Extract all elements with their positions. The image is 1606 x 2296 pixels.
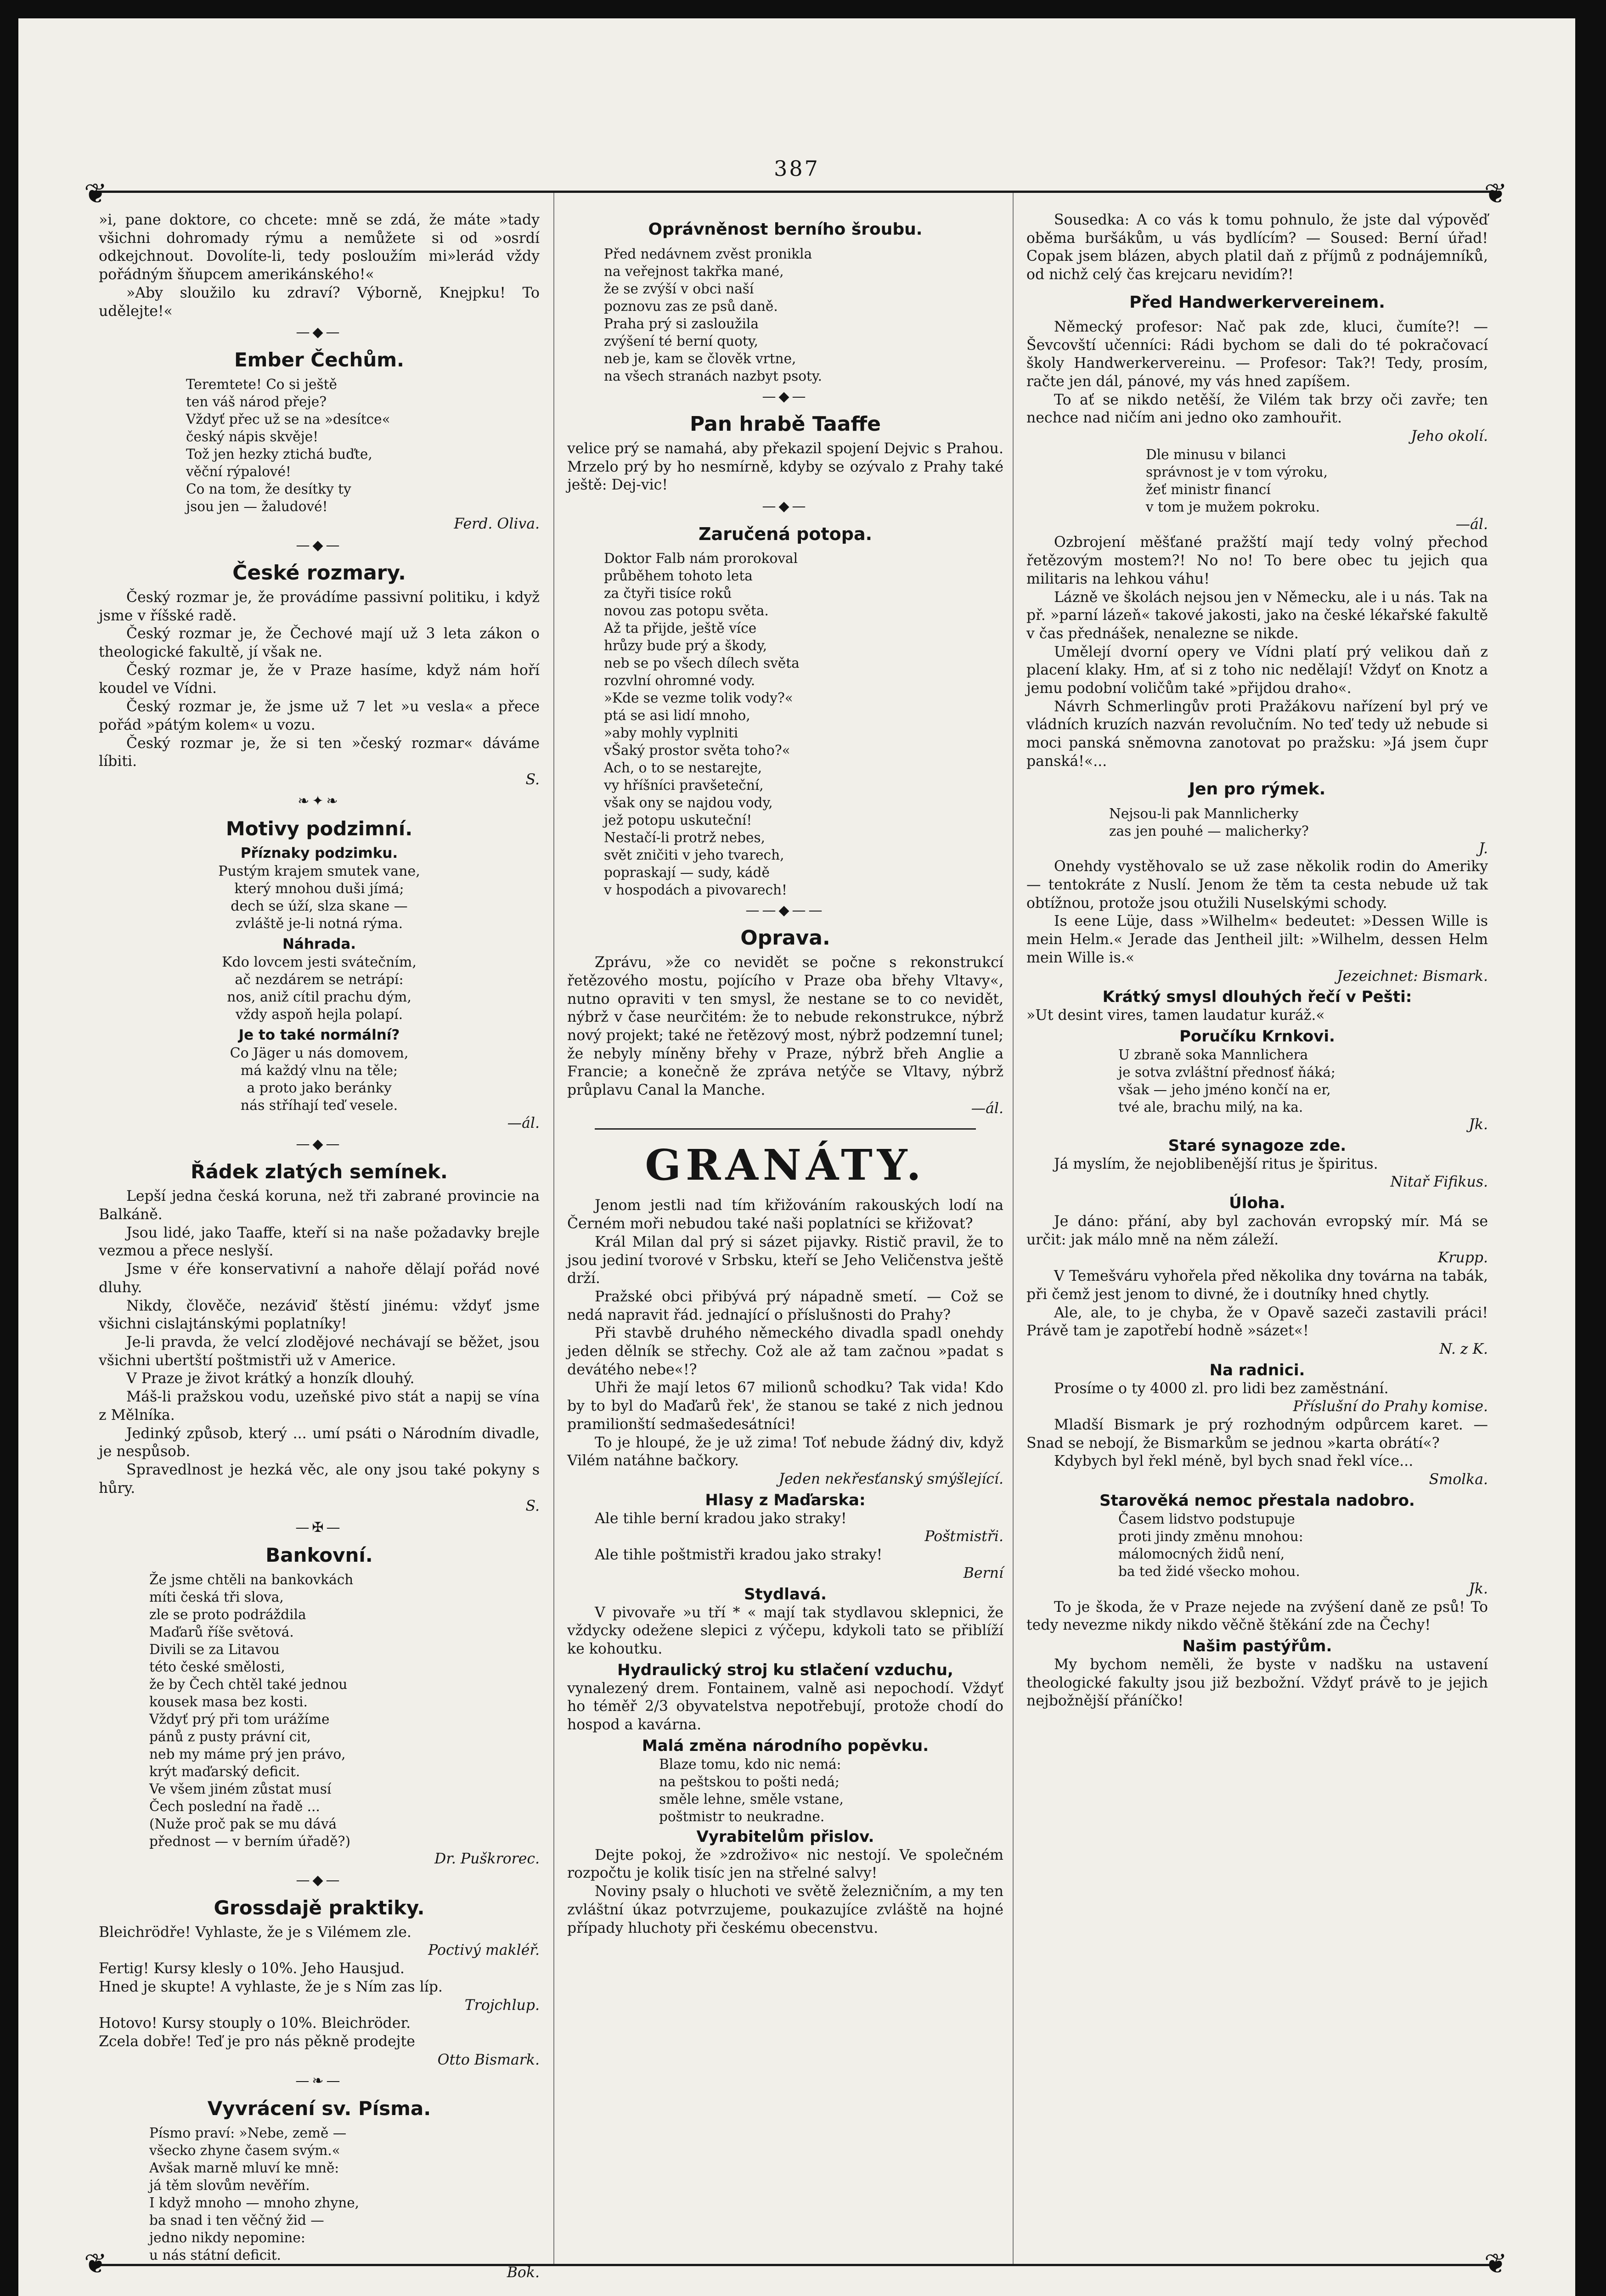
poem-line: Pustým krajem smutek vane, bbox=[218, 863, 420, 879]
poem-line: Vždyť prý při tom urážíme bbox=[149, 1711, 330, 1728]
signature: Příslušní do Prahy komise. bbox=[1293, 1398, 1488, 1415]
poem-line: přednost — v berním úřadě?) bbox=[149, 1834, 350, 1850]
paragraph: Ale, ale, to je chyba, že v Opavě sazeči zastavili práci! Právě tam je zapotřebí hodně »sázet«! bbox=[1026, 1304, 1488, 1339]
poem-line: Co na tom, že desítky ty bbox=[186, 481, 351, 497]
poem-line: málomocných židů není, bbox=[1118, 1546, 1285, 1562]
poem-line: kousek masa bez kosti. bbox=[149, 1694, 308, 1710]
poem-line: Blaze tomu, kdo nic nemá: bbox=[659, 1756, 841, 1772]
paragraph: Onehdy vystěhovalo se už zase několik rodin do Ameriky — tentokráte z Nuslí. Jenom že těm ta cesta nebude už tak obtížnou, protože jsou otužili Nuselskými schody. bbox=[1026, 858, 1488, 912]
column-3 bbox=[1026, 211, 1488, 2245]
signature: —ál. bbox=[507, 1114, 540, 1131]
ornament-divider-icon: —◆— bbox=[296, 1872, 343, 1888]
corner-ornament-icon: ❦ bbox=[1484, 178, 1507, 210]
poem-line: Praha prý si zasloužila bbox=[604, 316, 759, 332]
article-title: Řádek zlatých semínek. bbox=[191, 1160, 448, 1183]
divider-rule bbox=[595, 1127, 976, 1131]
poem-line: však — jeho jméno končí na er, bbox=[1118, 1081, 1331, 1097]
column-2 bbox=[567, 211, 1003, 2245]
paragraph: Ale tihle poštmistři kradou jako straky! bbox=[595, 1547, 883, 1564]
signature: J. bbox=[1478, 840, 1488, 857]
signature: Berní bbox=[963, 1564, 1003, 1581]
poem-line: zle se proto podráždila bbox=[149, 1607, 306, 1623]
intro-paragraph: »i, pane doktore, co chcete: mně se zdá, že máte »tady všichni dohromady rýmu a nemůžete si od »osrdí odkejchnout. Dovolíte-li, tedy posloužím mi»lerád vždy pořádným šňupcem amerikánského!« bbox=[99, 212, 540, 283]
paragraph: Při stavbě druhého německého divadla spadl onehdy jeden dělník se střechy. Což ale až tam začnou »padat s devátého nebe«!? bbox=[567, 1325, 1003, 1378]
article-title: Grossdajě praktiky. bbox=[214, 1896, 425, 1919]
paragraph: Český rozmar je, že provádíme passivní politiku, i když jsme v říšské radě. bbox=[99, 589, 540, 624]
ornament-divider-icon: ——◆—— bbox=[745, 902, 825, 919]
subtitle: Příznaky podzimku. bbox=[240, 844, 398, 861]
poem-line: český nápis skvěje! bbox=[186, 429, 319, 445]
signature: Jezeichnet: Bismark. bbox=[1337, 968, 1488, 985]
signature: —ál. bbox=[971, 1100, 1003, 1117]
subtitle: Úloha. bbox=[1229, 1194, 1285, 1213]
paragraph: Zcela dobře! Teď je pro nás pěkně prodejte bbox=[99, 2033, 415, 2050]
poem bbox=[567, 245, 1003, 385]
paragraph: »Ut desint vires, tamen laudatur kuráž.« bbox=[1026, 1007, 1325, 1024]
poem bbox=[99, 376, 540, 515]
signature: S. bbox=[525, 1498, 540, 1515]
subtitle: Poručíku Krnkovi. bbox=[1179, 1027, 1335, 1046]
paragraph: Je dáno: přání, aby byl zachován evropský mír. Má se určit: jak málo mně na něm záleží. bbox=[1026, 1213, 1488, 1248]
subtitle: Náhrada. bbox=[282, 935, 356, 952]
poem-line: Nejsou-li pak Mannlicherky bbox=[1109, 805, 1299, 822]
article-title: Motivy podzimní. bbox=[225, 817, 413, 840]
corner-ornament-icon: ❦ bbox=[84, 2248, 107, 2280]
paragraph: To je hloupé, že je už zima! Toť nebude žádný div, když Vilém natáhne bačkory. bbox=[567, 1434, 1003, 1469]
subtitle: Vyrabitelům přislov. bbox=[696, 1827, 874, 1846]
poem-line: však ony se najdou vody, bbox=[604, 795, 773, 811]
article-title: Jen pro rýmek. bbox=[1189, 779, 1326, 799]
poem-line: na peštskou to pošti nedá; bbox=[659, 1773, 840, 1790]
poem-line: svět zničiti v jeho tvarech, bbox=[604, 847, 784, 863]
poem-line: míti česká tři slova, bbox=[149, 1589, 284, 1605]
poem-line: U zbraně soka Mannlichera bbox=[1118, 1047, 1308, 1063]
poem-line: Písmo praví: »Nebe, země — bbox=[149, 2125, 347, 2141]
poem-line: který mnohou duši jímá; bbox=[234, 880, 404, 897]
page-frame bbox=[84, 178, 1507, 2281]
poem-line: této české smělosti, bbox=[149, 1659, 285, 1675]
poem-line: nos, aniž cítil prachu dým, bbox=[227, 989, 411, 1005]
ornament-divider-icon: —❧— bbox=[295, 2073, 343, 2089]
poem bbox=[567, 550, 1003, 899]
paragraph: V Temešváru vyhořela před několika dny továrna na tabák, při čemž jest jenom to divné, že i doutníky hned chytly. bbox=[1026, 1268, 1488, 1303]
paragraph: Mladší Bismark je prý rozhodným odpůrcem karet. — Snad se nebojí, že Bismarkům se jednou »karta obrátí«? bbox=[1026, 1417, 1488, 1452]
paragraph: V pivovaře »u tří * « mají tak stydlavou sklepnici, že vždycky odežene slepici z výčepu, kdykoli tato se přiblíží ke kohoutku. bbox=[567, 1604, 1003, 1657]
subtitle: Krátký smysl dlouhých řečí v Pešti: bbox=[1102, 988, 1412, 1007]
signature: Otto Bismark. bbox=[437, 2051, 540, 2068]
signature: Poštmistři. bbox=[924, 1528, 1003, 1545]
signature: Jk. bbox=[1469, 1580, 1488, 1597]
paragraph: Jedinký způsob, který ... umí psáti o Národním divadle, je nespůsob. bbox=[99, 1425, 540, 1460]
poem-line: tvé ale, brachu milý, na ka. bbox=[1118, 1099, 1303, 1115]
poem-line: je sotva zvláštní přednosť ňáká; bbox=[1118, 1064, 1336, 1080]
article-title: Pan hrabě Taaffe bbox=[690, 412, 881, 436]
poem-line: zvýšení té berní quoty, bbox=[604, 333, 758, 349]
poem-line: všecko zhyne časem svým.« bbox=[149, 2143, 340, 2159]
poem bbox=[567, 1756, 1003, 1825]
subtitle: Starověká nemoc přestala nadobro. bbox=[1099, 1491, 1415, 1510]
poem-line: žeť ministr financí bbox=[1146, 481, 1271, 497]
ornament-divider-icon: —◆— bbox=[296, 324, 343, 341]
paragraph: Jsou lidé, jako Taaffe, kteří si na naše požadavky brejle vezmou a přece neslyší. bbox=[99, 1224, 540, 1260]
poem-line: ač nezdárem se netrápí: bbox=[235, 971, 404, 988]
ornament-divider-icon: —◆— bbox=[296, 1136, 343, 1153]
paragraph: vynalezený drem. Fontainem, valně asi nepochodí. Vždyť ho téměř 2/3 obyvatelstva nepotřebují, protože chodí do hospod a kavárna. bbox=[567, 1680, 1003, 1733]
poem-line: jsou jen — žaludové! bbox=[186, 499, 328, 515]
poem-line: I když mnoho — mnoho zhyne, bbox=[149, 2195, 360, 2211]
paragraph: Spravedlnost je hezká věc, ale ony jsou také pokyny s hůry. bbox=[99, 1461, 540, 1497]
newspaper-page bbox=[18, 18, 1575, 2296]
article-title: Oprava. bbox=[740, 926, 830, 950]
paragraph: Já myslím, že nejoblibenější ritus je špiritus. bbox=[1054, 1155, 1378, 1172]
poem-line: v hospodách a pivovarech! bbox=[604, 882, 787, 898]
poem-line: ba ted židé všecko mohou. bbox=[1118, 1563, 1300, 1579]
article-title: Vyvrácení sv. Písma. bbox=[207, 2097, 431, 2120]
poem-line: že se zvýší v obci naší bbox=[604, 281, 754, 297]
poem-line: poznovu zas ze psů daně. bbox=[604, 298, 778, 314]
poem-line: ptá se asi lidí mnoho, bbox=[604, 708, 750, 724]
signature: Dr. Puškrorec. bbox=[434, 1851, 540, 1868]
paragraph: Hotovo! Kursy stouply o 10%. Bleichröder. bbox=[99, 2015, 411, 2032]
paragraph: Návrh Schmerlingův proti Pražákovu nařízení byl prý ve vládních kruzích nazván revolučním. No teď tedy už nebude si moci panská sněmovna zanotovat po pražsku: »Já jsem čupr panská!«... bbox=[1026, 698, 1488, 770]
paragraph: V Praze je život krátký a honzík dlouhý. bbox=[126, 1370, 415, 1387]
poem-line: jedno nikdy nepomine: bbox=[149, 2230, 305, 2246]
paragraph: To je škoda, že v Praze nejede na zvýšení daně ze psů! To tedy nevezme nikdy nikdo věčně štěkání zde na Čechy! bbox=[1026, 1598, 1488, 1634]
poem-line: na veřejnost takřka mané, bbox=[604, 264, 784, 279]
poem-line: »aby mohly vyplniti bbox=[604, 725, 738, 741]
signature: Jeho okolí. bbox=[1411, 428, 1488, 445]
paragraph: Český rozmar je, že Čechové mají už 3 leta zákon o theologické fakultě, jí však ne. bbox=[99, 625, 540, 661]
paragraph: Nikdy, člověče, nezáviď štěstí jinému: vždyť jsme všichni cislajtánskými poplatníky! bbox=[99, 1297, 540, 1333]
poem-line: Avšak marně mluví ke mně: bbox=[149, 2160, 339, 2176]
article-title: Ember Čechům. bbox=[234, 349, 405, 371]
poem-line: průběhem tohoto leta bbox=[604, 568, 753, 584]
paragraph: Zprávu, »že co nevidět se počne s rekonstrukcí řetězového mostu, pojícího v Praze oba břehy Vltavy«, nutno opraviti v ten smysl, že nestane se to co nevidět, nýbrž v čase neurčitém: že to nebude rekonstrukce, nýbrž nový projekt; také ne řetězový most, nýbrž podzemní tunel; že nebyly míněny břehy v Praze, nýbrž břeh Anglie a Francie; a konečně že zpráva netýče se Vltavy, nýbrž průplavu Canal la Manche. bbox=[567, 954, 1003, 1099]
poem-line: Nestačí-li protrž nebes, bbox=[604, 830, 765, 846]
poem-line: já těm slovům nevěřím. bbox=[149, 2178, 310, 2194]
poem-line: Až ta přijde, ještě více bbox=[604, 620, 757, 636]
paragraph: Prosíme o ty 4000 zl. pro lidi bez zaměstnání. bbox=[1054, 1380, 1389, 1397]
poem-line: pánů z pusty právní cit, bbox=[149, 1729, 311, 1745]
signature: Jk. bbox=[1469, 1116, 1488, 1133]
corner-ornament-icon: ❦ bbox=[1484, 2248, 1507, 2280]
ornament-divider-icon: —◆— bbox=[296, 537, 343, 553]
poem bbox=[1026, 1510, 1488, 1580]
paragraph: Český rozmar je, že jsme už 7 let »u vesla« a přece pořád »pátým kolem« u vozu. bbox=[99, 698, 540, 733]
poem-line: ten váš národ přeje? bbox=[186, 394, 327, 410]
paragraph: Is eene Lüje, dass »Wilhelm« bedeutet: »Dessen Wille is mein Helm.« Jerade das Jentheil jilt: »Wilhelm, dessen Helm mein Wille is.« bbox=[1026, 913, 1488, 966]
poem-line: vŠaký prostor světa toho?« bbox=[604, 743, 790, 759]
poem-line: Že jsme chtěli na bankovkách bbox=[149, 1572, 354, 1588]
paragraph: Bleichrödře! Vyhlaste, že je s Vilémem zle. bbox=[99, 1924, 411, 1941]
column-1 bbox=[99, 211, 540, 2281]
ornament-divider-icon: —◆— bbox=[762, 388, 809, 405]
poem-line: Teremtete! Co si ještě bbox=[186, 377, 337, 393]
signature: Ferd. Oliva. bbox=[454, 516, 540, 533]
paragraph: Je-li pravda, že velcí zlodějové nechávají se běžet, jsou všichni ubertští poštmistři už v Americe. bbox=[99, 1334, 540, 1369]
poem-line: Divili se za Litavou bbox=[149, 1642, 280, 1658]
subtitle: Našim pastýřům. bbox=[1182, 1637, 1332, 1655]
poem bbox=[99, 1045, 540, 1114]
intro-paragraph: »Aby sloužilo ku zdraví? Výborně, Knejpku! To udělejte!« bbox=[99, 284, 540, 320]
signature: Nitař Fifikus. bbox=[1390, 1174, 1488, 1191]
poem-line: Tož jen hezky ztichá buďte, bbox=[186, 446, 372, 462]
corner-ornament-icon: ❦ bbox=[84, 178, 107, 210]
poem-line: vždy aspoň hejla polapí. bbox=[235, 1006, 403, 1023]
poem-line: že by Čech chtěl také jednou bbox=[149, 1677, 348, 1693]
signature: N. z K. bbox=[1439, 1340, 1488, 1357]
subtitle: Hydraulický stroj ku stlačení vzduchu, bbox=[617, 1660, 953, 1679]
poem-line: má každý vlnu na těle; bbox=[240, 1062, 398, 1079]
poem-line: krýt maďarský deficit. bbox=[149, 1764, 300, 1780]
paragraph: Jsme v éře konservativní a nahoře dělají pořád nové dluhy. bbox=[99, 1261, 540, 1296]
poem-line: Maďarů říše světová. bbox=[149, 1624, 294, 1640]
ornament-divider-icon: ❧✦❧ bbox=[298, 793, 341, 809]
paragraph: Uhři že mají letos 67 milionů schodku? Tak vida! Kdo by to byl do Maďarů řek', že stanou se také z nich jednou pramilionští sedmašedesátníci! bbox=[567, 1379, 1003, 1433]
poem-line: neb my máme prý jen právo, bbox=[149, 1746, 346, 1762]
signature: Bok. bbox=[507, 2264, 540, 2281]
poem-line: Kdo lovcem jesti svátečním, bbox=[222, 954, 417, 970]
poem-line: jež potopu uskuteční! bbox=[604, 812, 752, 828]
poem-line: směle lehne, směle vstane, bbox=[659, 1791, 844, 1807]
paragraph: Dejte pokoj, že »zdroživo« nic nestojí. Ve společném rozpočtu je kolik tisíc jen na střelné salvy! bbox=[567, 1846, 1003, 1882]
section-title: GRANÁTY. bbox=[645, 1140, 926, 1190]
ornament-divider-icon: —✠— bbox=[295, 1519, 343, 1536]
poem bbox=[1026, 1046, 1488, 1116]
article-title: Před Handwerkervereinem. bbox=[1129, 293, 1385, 312]
article-title: Zaručená potopa. bbox=[698, 524, 873, 545]
ornament-divider-icon: —◆— bbox=[762, 498, 809, 515]
signature: Jeden nekřesťanský smýšlející. bbox=[778, 1470, 1003, 1487]
poem-line: ba snad i ten věčný žid — bbox=[149, 2212, 324, 2228]
paragraph: Český rozmar je, že si ten »český rozmar« dáváme líbiti. bbox=[99, 735, 540, 770]
poem-line: Ach, o to se nestarejte, bbox=[604, 760, 762, 776]
poem-line: na všech stranách nazbyt psoty. bbox=[604, 368, 822, 384]
poem-line: věční rýpalové! bbox=[186, 464, 291, 480]
paragraph: Lázně ve školách nejsou jen v Německu, ale i u nás. Tak na př. »parní lázeň« takové jakosti, jako na české lékařské fakultě v čas přednášek, nenalezne se nikde. bbox=[1026, 589, 1488, 642]
poem-line: (Nuže proč pak se mu dává bbox=[149, 1816, 337, 1832]
poem-line: »Kde se vezme tolik vody?« bbox=[604, 690, 793, 706]
poem-line: Čech poslední na řadě ... bbox=[149, 1799, 320, 1815]
poem-line: u nás státní deficit. bbox=[149, 2247, 281, 2263]
subtitle: Hlasy z Maďarska: bbox=[705, 1491, 866, 1509]
subtitle: Malá změna národního popěvku. bbox=[642, 1736, 929, 1755]
poem-line: Vždyť přec už se na »desítce« bbox=[186, 411, 390, 428]
paragraph: Umělejí dvorní opery ve Vídni platí prý velikou daň z placení klaky. Hm, ať si z toho nic nedělají! Vždyť on Knotz a jemu podobní voličům také »přijdou draho«. bbox=[1026, 643, 1488, 697]
poem-line: vy hříšníci pravšeteční, bbox=[604, 777, 764, 793]
subtitle: Staré synagoze zde. bbox=[1168, 1136, 1347, 1155]
paragraph: Jenom jestli nad tím křižováním rakouských lodí na Černém moři nebudou také naši poplatníci se křižovat? bbox=[567, 1197, 1003, 1232]
paragraph: Fertig! Kursy klesly o 10%. Jeho Hausjud. bbox=[99, 1960, 405, 1977]
poem-line: neb je, kam se člověk vrtne, bbox=[604, 351, 796, 366]
column-divider bbox=[1013, 193, 1014, 2264]
article-title: Bankovní. bbox=[265, 1544, 373, 1567]
column-divider bbox=[553, 193, 554, 2264]
paragraph: Ale tihle berní kradou jako straky! bbox=[595, 1510, 847, 1527]
poem-line: Před nedávnem zvěst pronikla bbox=[604, 246, 812, 262]
poem-line: zas jen pouhé — malicherky? bbox=[1109, 823, 1309, 839]
poem bbox=[99, 954, 540, 1024]
paragraph: To ať se nikdo netěší, že Vilém tak brzy oči zavře; ten nechce nad ničím ani jedno oko zamhouřit. bbox=[1026, 391, 1488, 427]
poem-line: Časem lidstvo podstupuje bbox=[1118, 1511, 1295, 1527]
paragraph: My bychom neměli, že byste v nadšku na ustavení theologické fakulty jsou již bezbožní. Vždyť právě to je jejich nejbožnější přáníčko! bbox=[1026, 1656, 1488, 1710]
article-title: České rozmary. bbox=[232, 561, 406, 585]
signature: Smolka. bbox=[1429, 1471, 1488, 1488]
signature: Trojchlup. bbox=[464, 1997, 540, 2014]
poem-line: nás stříhají teď vesele. bbox=[240, 1097, 398, 1114]
poem-line: poštmistr to neukradne. bbox=[659, 1808, 825, 1824]
signature: —ál. bbox=[1455, 516, 1488, 533]
paragraph: Pražské obci přibývá prý nápadně smetí. — Což se nedá napravit řád. jednající o příslušnosti do Prahy? bbox=[567, 1288, 1003, 1323]
poem bbox=[99, 863, 540, 933]
poem-line: správnost je v tom výroku, bbox=[1146, 464, 1328, 480]
signature: S. bbox=[525, 771, 540, 788]
poem-line: a proto jako beránky bbox=[247, 1080, 392, 1096]
poem bbox=[1026, 805, 1488, 840]
poem-line: rozvlní ohromné vody. bbox=[604, 673, 755, 689]
poem bbox=[1026, 446, 1488, 516]
paragraph: Hned je skupte! A vyhlaste, že je s Ním zas líp. bbox=[99, 1978, 443, 1995]
article-title: Oprávněnost berního šroubu. bbox=[648, 220, 923, 239]
paragraph: velice prý se namahá, aby překazil spojení Dejvic s Prahou. Mrzelo prý by ho nesmírně, kdyby se ozývalo z Prahy také ještě: Dej-vic! bbox=[567, 440, 1003, 494]
paragraph: Český rozmar je, že v Praze hasíme, když nám hoří koudel ve Vídni. bbox=[99, 662, 540, 697]
poem-line: Co Jäger u nás domovem, bbox=[230, 1045, 409, 1061]
poem bbox=[99, 1571, 540, 1850]
paragraph: Máš-li pražskou vodu, uzeňské pivo stát a napij se vína z Mělníka. bbox=[99, 1389, 540, 1424]
paragraph: Kdybych byl řekl méně, byl bych snad řekl více... bbox=[1054, 1453, 1414, 1470]
subtitle: Stydlavá. bbox=[744, 1585, 827, 1604]
subtitle: Je to také normální? bbox=[238, 1026, 400, 1043]
paragraph: Německý profesor: Nač pak zde, kluci, čumíte?! — Ševcovští učenníci: Rádi bychom se dali do té pokračovací školy Handwerkervereinu. — Profesor: Tak?! Tedy, prosím, račte jen dál, pánové, my vás hned zapíšem. bbox=[1026, 318, 1488, 390]
subtitle: Na radnici. bbox=[1209, 1361, 1305, 1379]
poem-line: dech se úží, slza skane — bbox=[231, 898, 408, 914]
poem-line: Doktor Falb nám prorokoval bbox=[604, 551, 798, 567]
poem-line: v tom je mužem pokroku. bbox=[1146, 499, 1320, 515]
paragraph: Lepší jedna česká koruna, než tři zabrané provincie na Balkáně. bbox=[99, 1188, 540, 1223]
paragraph: Noviny psaly o hluchoti ve světě železničním, a my ten zvláštní úkaz potvrzujeme, poukazujíce zvláště na hojné případy hluchoty při českému obecenstvu. bbox=[567, 1883, 1003, 1936]
poem-line: novou zas potopu světa. bbox=[604, 603, 769, 619]
poem-line: Dle minusu v bilanci bbox=[1146, 446, 1286, 462]
poem-line: Ve všem jiném zůstat musí bbox=[149, 1781, 332, 1797]
poem-line: hrůzy bude prý a škody, bbox=[604, 638, 767, 654]
paragraph: Sousedka: A co vás k tomu pohnulo, že jste dal výpověď oběma buršákům, u vás bydlícím? — Soused: Berní úřad! Copak jsem blázen, abych platil daň z příjmů z podnájemníků, od nichž celý čas krejcaru nevidím?! bbox=[1026, 212, 1488, 283]
page-number: 387 bbox=[774, 156, 820, 181]
poem-line: zvláště je-li notná rýma. bbox=[235, 915, 403, 932]
poem-line: za čtyři tisíce roků bbox=[604, 585, 732, 602]
poem bbox=[99, 2124, 540, 2264]
signature: Poctivý makléř. bbox=[428, 1942, 540, 1959]
paragraph: Ozbrojení měšťané pražští mají tedy volný přechod řetězovým mostem?! No no! To bere obec tu jejich qua militaris na lehkou váhu! bbox=[1026, 534, 1488, 587]
poem-line: proti jindy změnu mnohou: bbox=[1118, 1528, 1303, 1544]
signature: Krupp. bbox=[1437, 1249, 1488, 1266]
poem-line: popraskají — sudy, kádě bbox=[604, 865, 770, 881]
poem-line: neb se po všech dílech světa bbox=[604, 655, 800, 671]
paragraph: Král Milan dal prý si sázet pijavky. Ristič pravil, že to jsou jediní tvorové v Srbsku, kteří se Jeho Veličenstva ještě drží. bbox=[567, 1233, 1003, 1287]
